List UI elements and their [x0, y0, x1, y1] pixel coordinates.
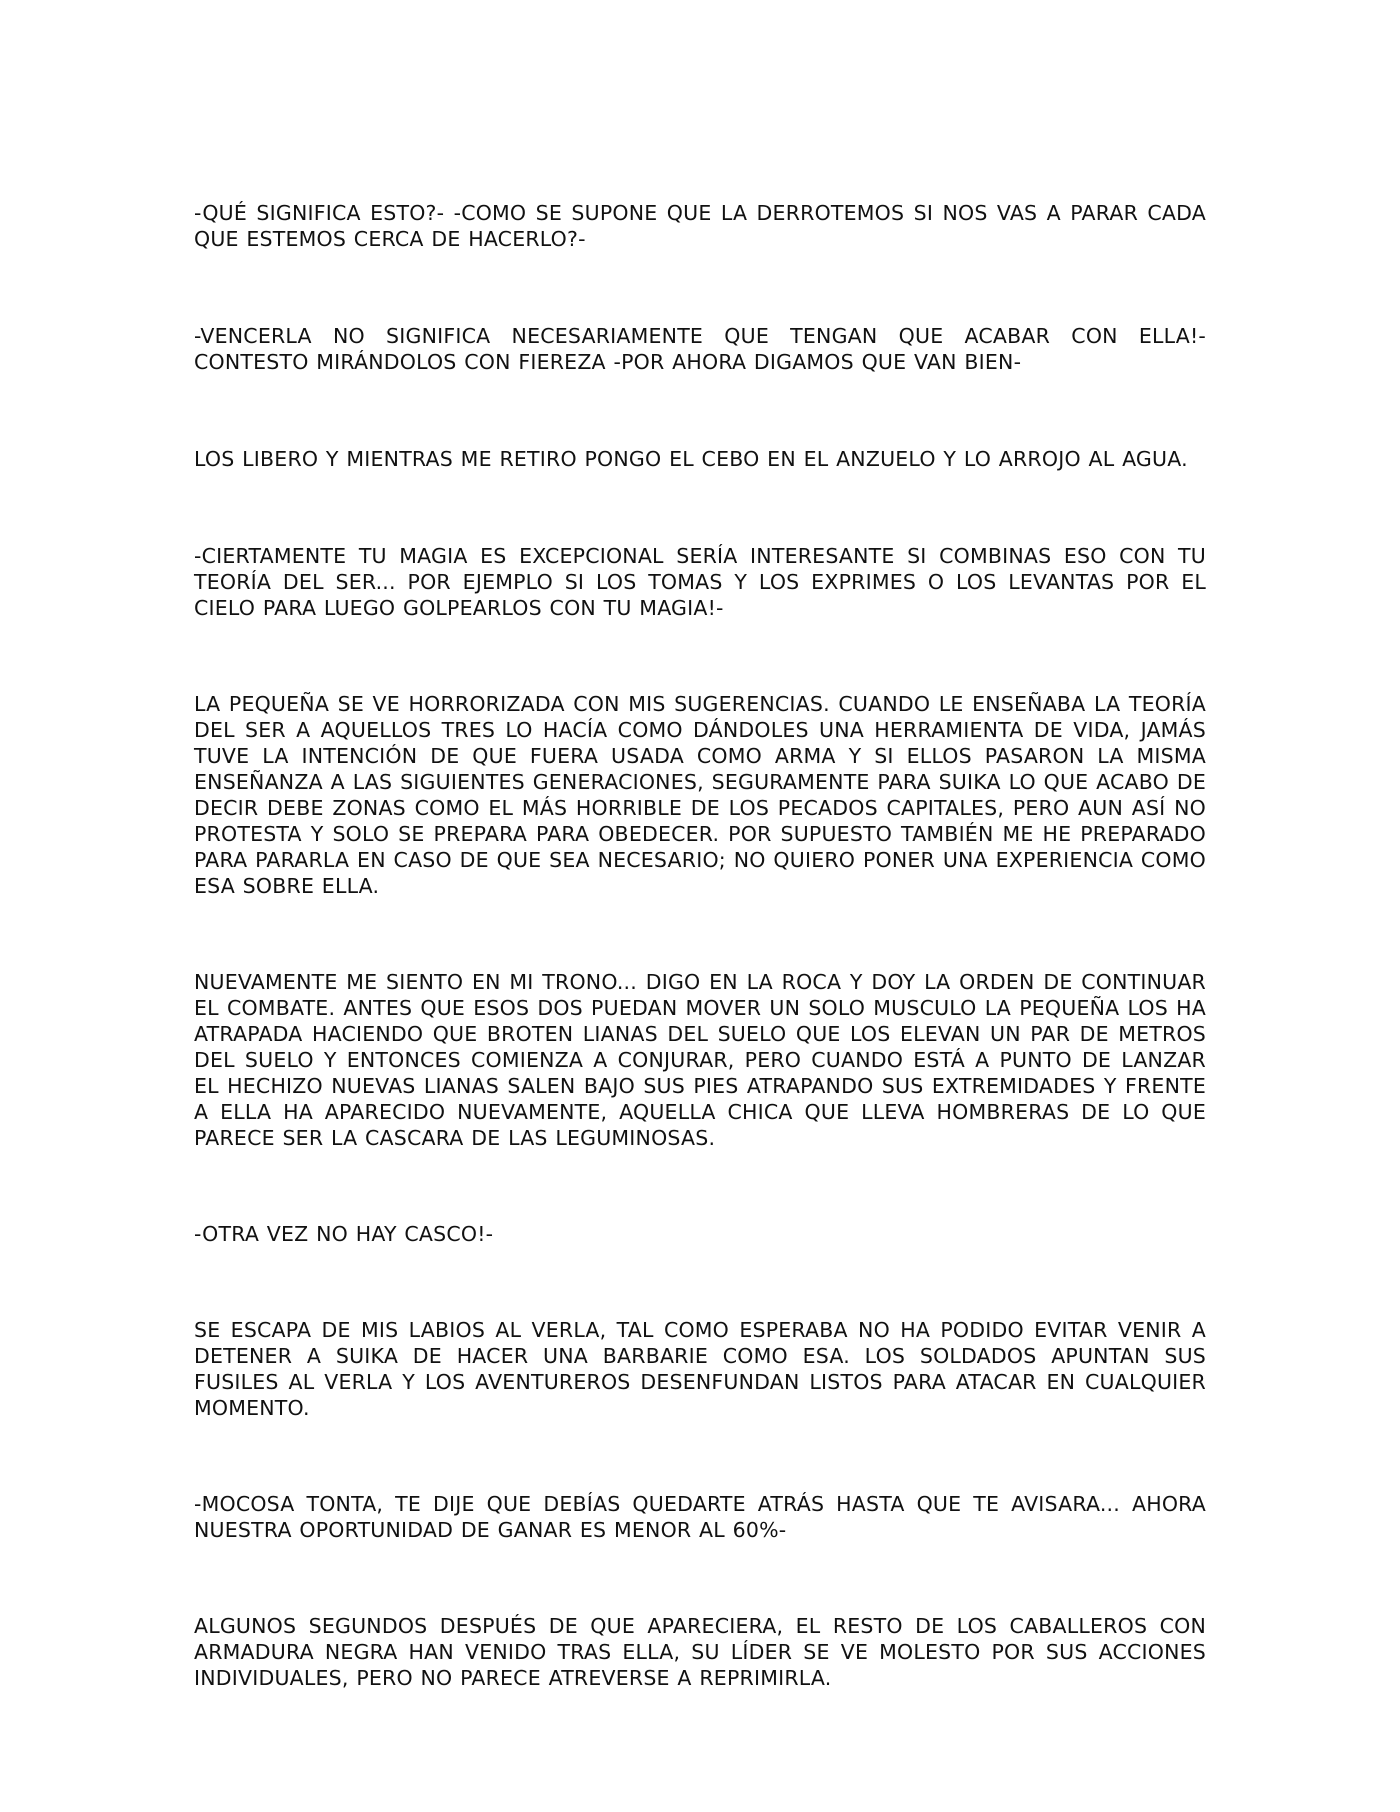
paragraph-3: LOS LIBERO Y MIENTRAS ME RETIRO PONGO EL CEBO EN EL ANZUELO Y LO ARROJO AL AGUA.: [194, 447, 1188, 471]
text-column: [194, 200, 1206, 1691]
paragraph-7: -OTRA VEZ NO HAY CASCO!-: [194, 1222, 494, 1246]
paragraph-4: -CIERTAMENTE TU MAGIA ES EXCEPCIONAL SERÍA INTERESANTE SI COMBINAS ESO CON TU TEORÍA DEL SER... POR EJEMPLO SI LOS TOMAS Y LOS EXPRIMES O LOS LEVANTAS POR EL CIELO PARA LUEGO GOLPEARLOS CON TU MAGIA!-: [194, 544, 1206, 620]
paragraph-8: SE ESCAPA DE MIS LABIOS AL VERLA, TAL COMO ESPERABA NO HA PODIDO EVITAR VENIR A DETENER A SUIKA DE HACER UNA BARBARIE COMO ESA. LOS SOLDADOS APUNTAN SUS FUSILES AL VERLA Y LOS AVENTUREROS DESENFUNDAN LISTOS PARA ATACAR EN CUALQUIER MOMENTO.: [194, 1318, 1206, 1420]
paragraph-6: NUEVAMENTE ME SIENTO EN MI TRONO... DIGO EN LA ROCA Y DOY LA ORDEN DE CONTINUAR EL COMBATE. ANTES QUE ESOS DOS PUEDAN MOVER UN SOLO MUSCULO LA PEQUEÑA LOS HA ATRAPADA HACIENDO QUE BROTEN LIANAS DEL SUELO QUE LOS ELEVAN UN PAR DE METROS DEL SUELO Y ENTONCES COMIENZA A CONJURAR, PERO CUANDO ESTÁ A PUNTO DE LANZAR EL HECHIZO NUEVAS LIANAS SALEN BAJO SUS PIES ATRAPANDO SUS EXTREMIDADES Y FRENTE A ELLA HA APARECIDO NUEVAMENTE, AQUELLA CHICA QUE LLEVA HOMBRERAS DE LO QUE PARECE SER LA CASCARA DE LAS LEGUMINOSAS.: [194, 970, 1206, 1150]
paragraph-1: -QUÉ SIGNIFICA ESTO?- -COMO SE SUPONE QUE LA DERROTEMOS SI NOS VAS A PARAR CADA QUE ESTEMOS CERCA DE HACERLO?-: [194, 201, 1206, 251]
paragraph-2: -VENCERLA NO SIGNIFICA NECESARIAMENTE QUE TENGAN QUE ACABAR CON ELLA!- CONTESTO MIRÁNDOLOS CON FIEREZA -POR AHORA DIGAMOS QUE VAN BIEN-: [194, 324, 1206, 374]
paragraph-5: LA PEQUEÑA SE VE HORRORIZADA CON MIS SUGERENCIAS. CUANDO LE ENSEÑABA LA TEORÍA DEL SER A AQUELLOS TRES LO HACÍA COMO DÁNDOLES UNA HERRAMIENTA DE VIDA, JAMÁS TUVE LA INTENCIÓN DE QUE FUERA USADA COMO ARMA Y SI ELLOS PASARON LA MISMA ENSEÑANZA A LAS SIGUIENTES GENERACIONES, SEGURAMENTE PARA SUIKA LO QUE ACABO DE DECIR DEBE ZONAS COMO EL MÁS HORRIBLE DE LOS PECADOS CAPITALES, PERO AUN ASÍ NO PROTESTA Y SOLO SE PREPARA PARA OBEDECER. POR SUPUESTO TAMBIÉN ME HE PREPARADO PARA PARARLA EN CASO DE QUE SEA NECESARIO; NO QUIERO PONER UNA EXPERIENCIA COMO ESA SOBRE ELLA.: [194, 692, 1206, 898]
paragraph-9: -MOCOSA TONTA, TE DIJE QUE DEBÍAS QUEDARTE ATRÁS HASTA QUE TE AVISARA... AHORA NUESTRA OPORTUNIDAD DE GANAR ES MENOR AL 60%-: [194, 1492, 1206, 1542]
paragraph-10: ALGUNOS SEGUNDOS DESPUÉS DE QUE APARECIERA, EL RESTO DE LOS CABALLEROS CON ARMADURA NEGRA HAN VENIDO TRAS ELLA, SU LÍDER SE VE MOLESTO POR SUS ACCIONES INDIVIDUALES, PERO NO PARECE ATREVERSE A REPRIMIRLA.: [194, 1614, 1206, 1690]
